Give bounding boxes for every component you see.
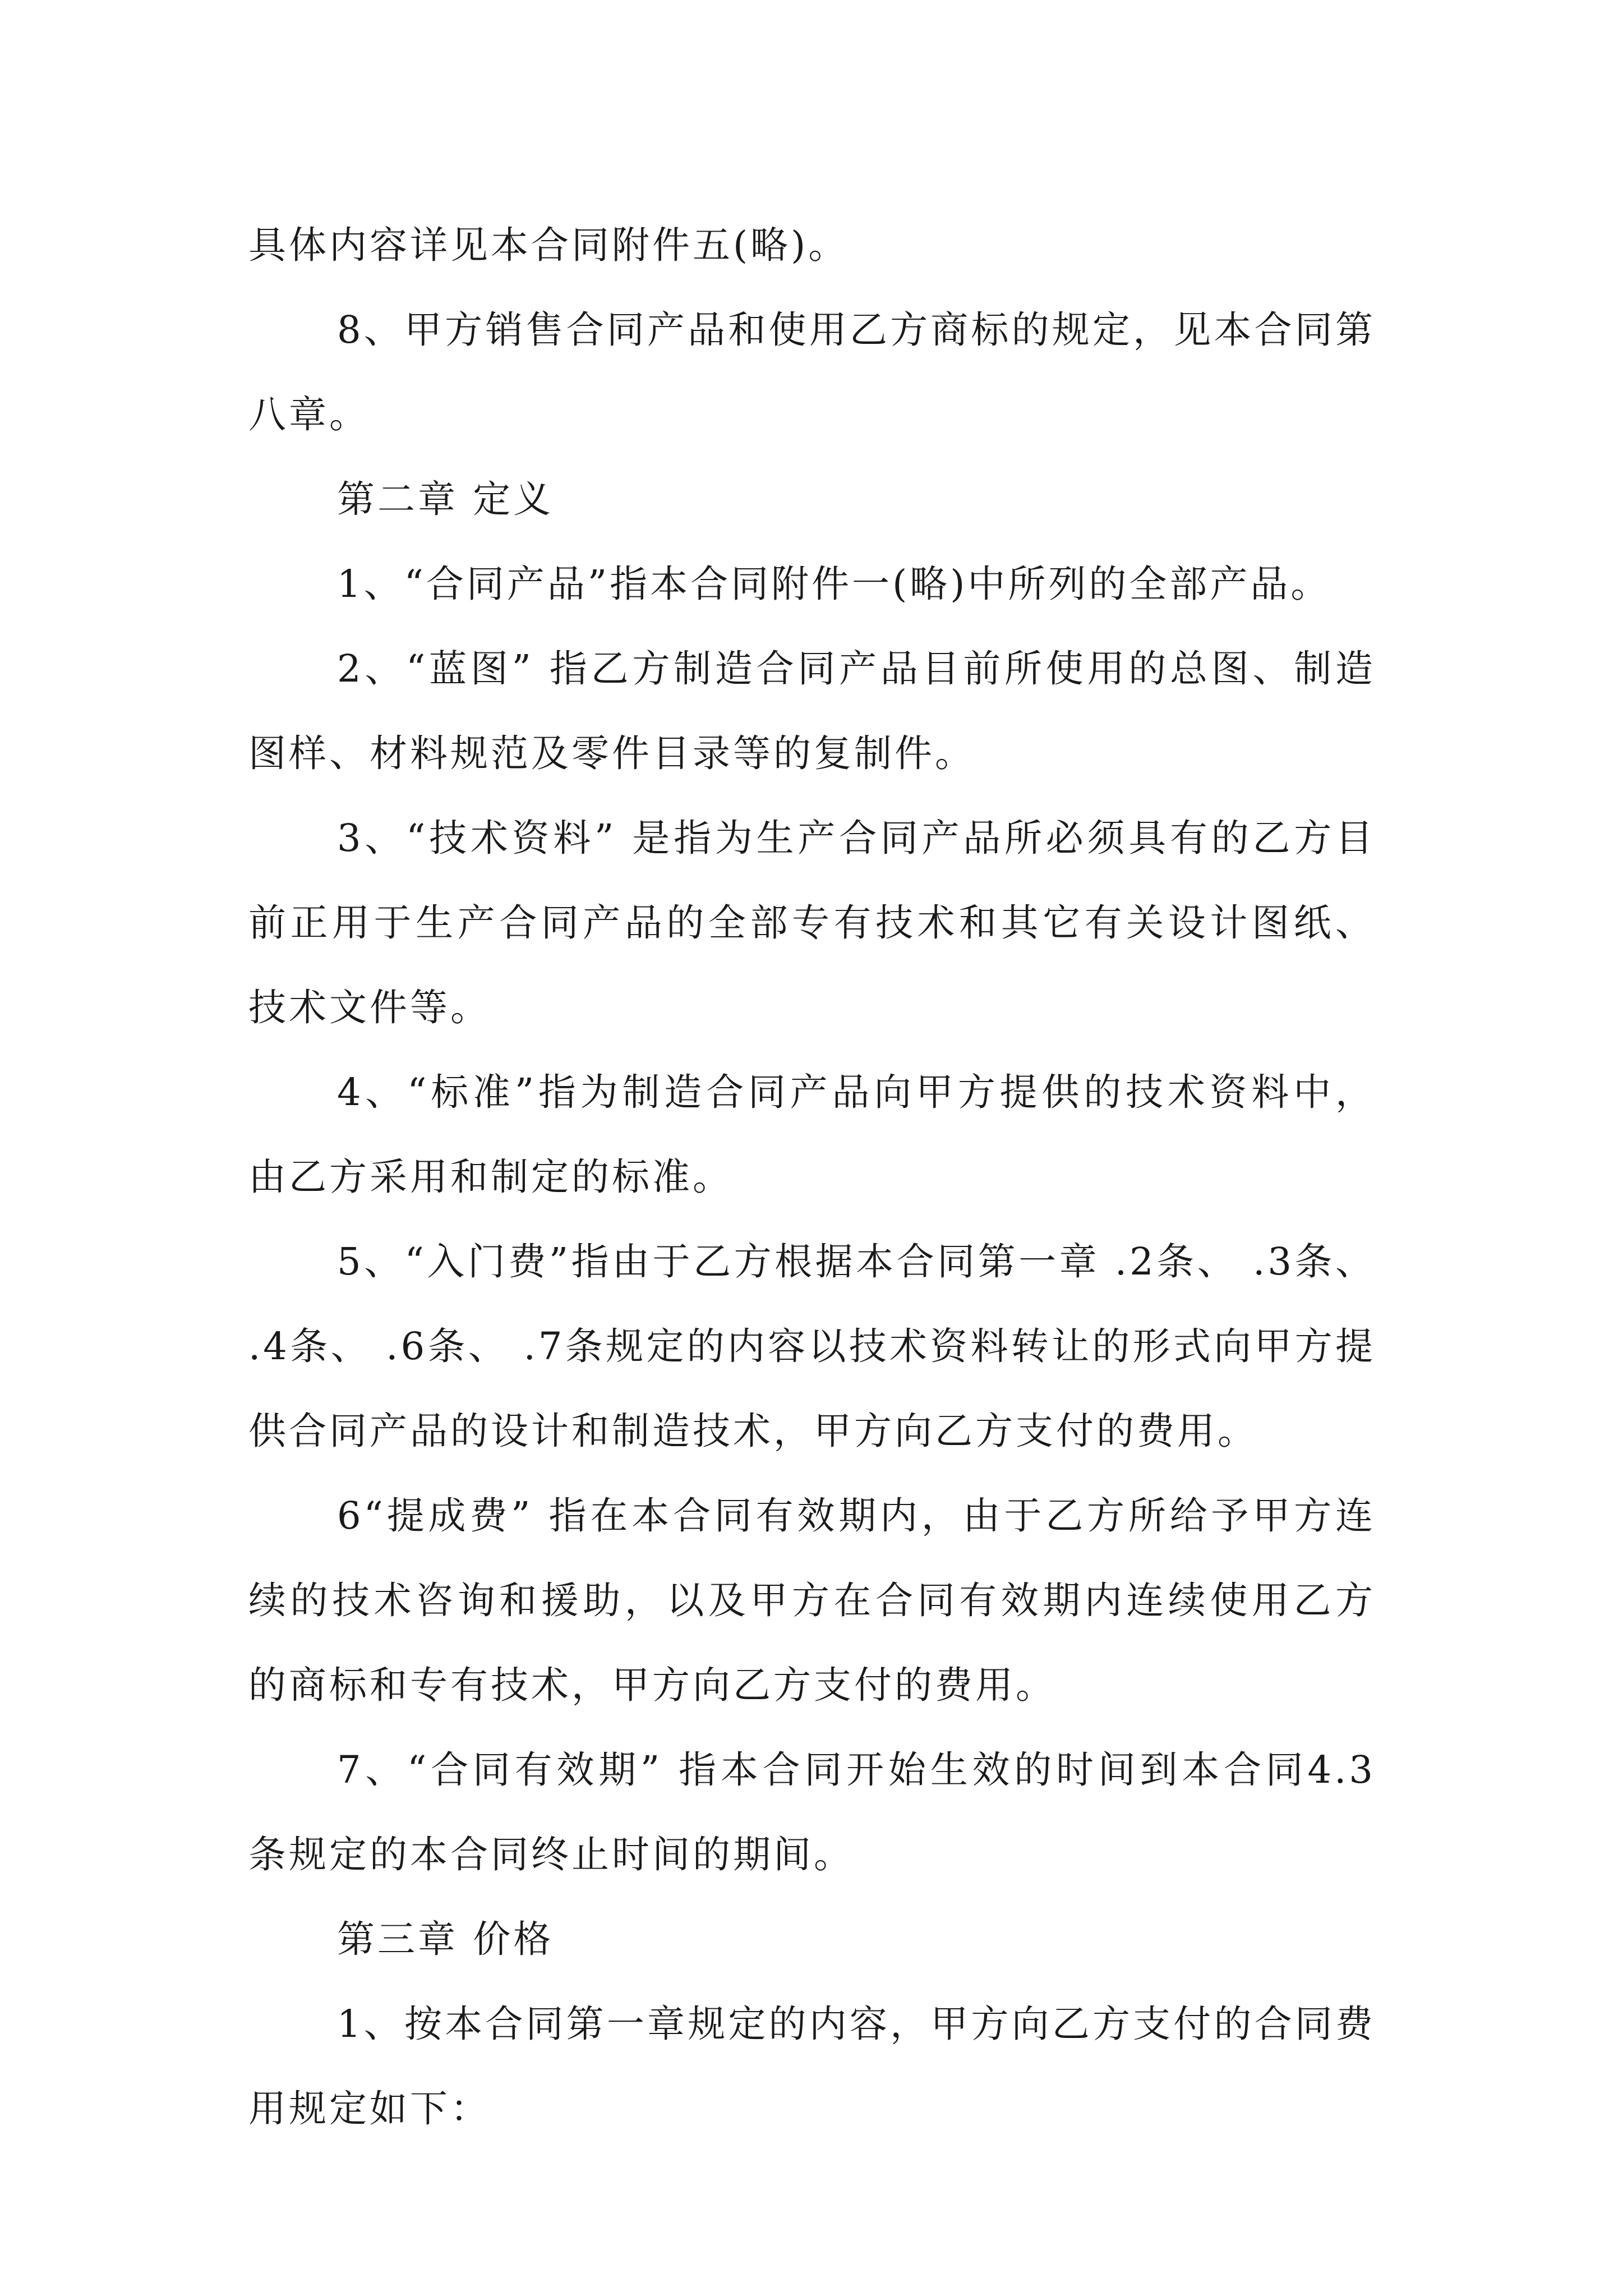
paragraph-definition-5-entry-fee: 5、“入门费”指由于乙方根据本合同第一章 .2条、 .3条、 .4条、 .6条、 .7条规定的内容以技术资料转让的形式向甲方提供合同产品的设计和制造技术，甲方向乙方支付的费用。 — [248, 1240, 1376, 1453]
paragraph-definition-6-royalty: 6“提成费” 指在本合同有效期内，由于乙方所给予甲方连续的技术咨询和援助，以及甲方在合同有效期内连续使用乙方的商标和专有技术，甲方向乙方支付的费用。 — [248, 1494, 1376, 1707]
document-body — [248, 203, 1376, 2151]
paragraph-definition-4-standard: 4、“标准”指为制造合同产品向甲方提供的技术资料中，由乙方采用和制定的标准。 — [248, 1070, 1376, 1199]
paragraph-definition-3-technical-data: 3、“技术资料” 是指为生产合同产品所必须具有的乙方目前正用于生产合同产品的全部专有技术和其它有关设计图纸、技术文件等。 — [248, 816, 1376, 1029]
paragraph-clause-8-trademark: 8、甲方销售合同产品和使用乙方商标的规定，见本合同第八章。 — [248, 308, 1376, 436]
paragraph-definition-1-contract-products: 1、“合同产品”指本合同附件一(略)中所列的全部产品。 — [337, 562, 1331, 606]
paragraph-annex-five-reference: 具体内容详见本合同附件五(略)。 — [248, 223, 849, 267]
chapter-three-heading: 第三章 价格 — [337, 1917, 554, 1961]
paragraph-definition-2-blueprint: 2、“蓝图” 指乙方制造合同产品目前所使用的总图、制造图样、材料规范及零件目录等的复制件。 — [248, 647, 1376, 775]
paragraph-definition-7-validity-period: 7、“合同有效期” 指本合同开始生效的时间到本合同4.3条规定的本合同终止时间的期间。 — [248, 1748, 1376, 1876]
chapter-two-heading: 第二章 定义 — [337, 477, 554, 521]
paragraph-price-clause-1: 1、按本合同第一章规定的内容，甲方向乙方支付的合同费用规定如下： — [248, 2002, 1376, 2131]
